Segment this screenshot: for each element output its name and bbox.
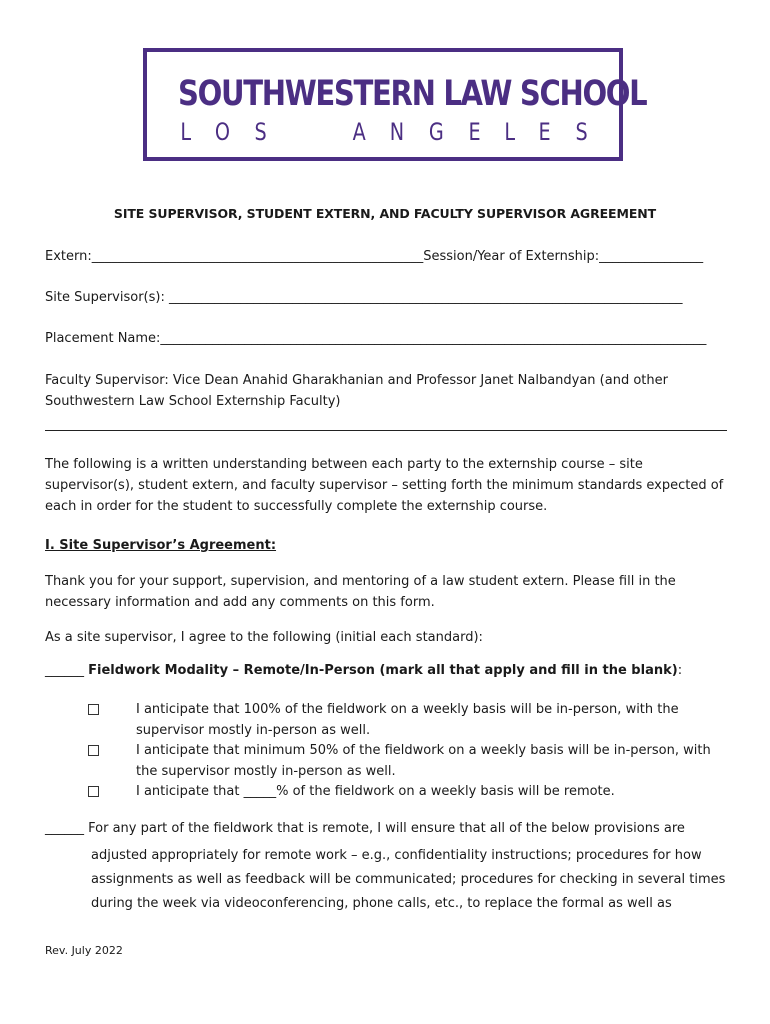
logo-letter: S xyxy=(575,118,588,146)
thanks-paragraph: Thank you for your support, supervision, and mentoring of a law student extern. Please fill in the necessary information and add any comments on this form. xyxy=(45,574,676,610)
option-in-person-100: I anticipate that 100% of the fieldwork on a weekly basis will be in-person, with the supervisor mostly in-person as well. xyxy=(136,702,679,738)
logo-letter: A xyxy=(352,118,366,146)
option-remote: I anticipate that _____% of the fieldwork on a weekly basis will be remote. xyxy=(136,784,615,799)
option-checkbox[interactable] xyxy=(88,745,99,756)
logo-letter: N xyxy=(389,118,405,146)
placement-name-field[interactable]: Placement Name:____________________________________________________________________________________ xyxy=(45,331,707,346)
fieldwork-modality-label: Fieldwork Modality – Remote/In-Person (mark all that apply and fill in the blank) xyxy=(88,663,678,678)
logo-letter: O xyxy=(215,118,231,146)
logo-letter: S xyxy=(254,118,268,146)
logo-city xyxy=(179,118,589,146)
document-title: SITE SUPERVISOR, STUDENT EXTERN, AND FACULTY SUPERVISOR AGREEMENT xyxy=(113,206,657,221)
fieldwork-modality-line: ______ Fieldwork Modality – Remote/In-Person (mark all that apply and fill in the blank): xyxy=(45,663,683,678)
school-logo xyxy=(143,48,647,161)
site-supervisor-field[interactable]: Site Supervisor(s): _______________________________________________________________________________ xyxy=(45,290,683,305)
option-checkbox[interactable] xyxy=(88,704,99,715)
revision-date: Rev. July 2022 xyxy=(45,944,123,957)
logo-letter: E xyxy=(538,118,552,146)
extern-field[interactable]: Extern:___________________________________________________Session/Year of Externship:________________ xyxy=(45,249,704,264)
logo-school-name: SOUTHWESTERN LAW SCHOOL xyxy=(178,74,647,114)
faculty-supervisor-text: Faculty Supervisor: Vice Dean Anahid Gharakhanian and Professor Janet Nalbandyan (and other Southwestern Law School Externship Faculty) xyxy=(45,373,668,409)
logo-letter: L xyxy=(180,118,192,146)
option-checkbox[interactable] xyxy=(88,786,99,797)
divider xyxy=(45,430,727,431)
remote-provisions-first-line: ______ For any part of the fieldwork that is remote, I will ensure that all of the below provisions are xyxy=(45,821,685,836)
section-heading: I. Site Supervisor’s Agreement: xyxy=(45,538,277,553)
intro-paragraph: The following is a written understanding between each party to the externship course – site supervisor(s), student extern, and faculty supervisor – setting forth the minimum standards expected of each in order for the student to successfully complete the externship course. xyxy=(45,457,724,514)
initial-blank[interactable]: ______ xyxy=(45,663,84,678)
logo-letter: E xyxy=(468,118,481,146)
logo-letter: G xyxy=(429,118,444,146)
agree-paragraph: As a site supervisor, I agree to the following (initial each standard): xyxy=(45,630,483,645)
option-in-person-50: I anticipate that minimum 50% of the fieldwork on a weekly basis will be in-person, with the supervisor mostly in-person as well. xyxy=(136,743,711,779)
logo-letter: L xyxy=(504,118,516,146)
remote-provisions-continued: adjusted appropriately for remote work – e.g., confidentiality instructions; procedures for how assignments as well as feedback will be communicated; procedures for checking in several times during the week via videoconferencing, phone calls, etc., to replace the formal as well as xyxy=(91,848,726,911)
